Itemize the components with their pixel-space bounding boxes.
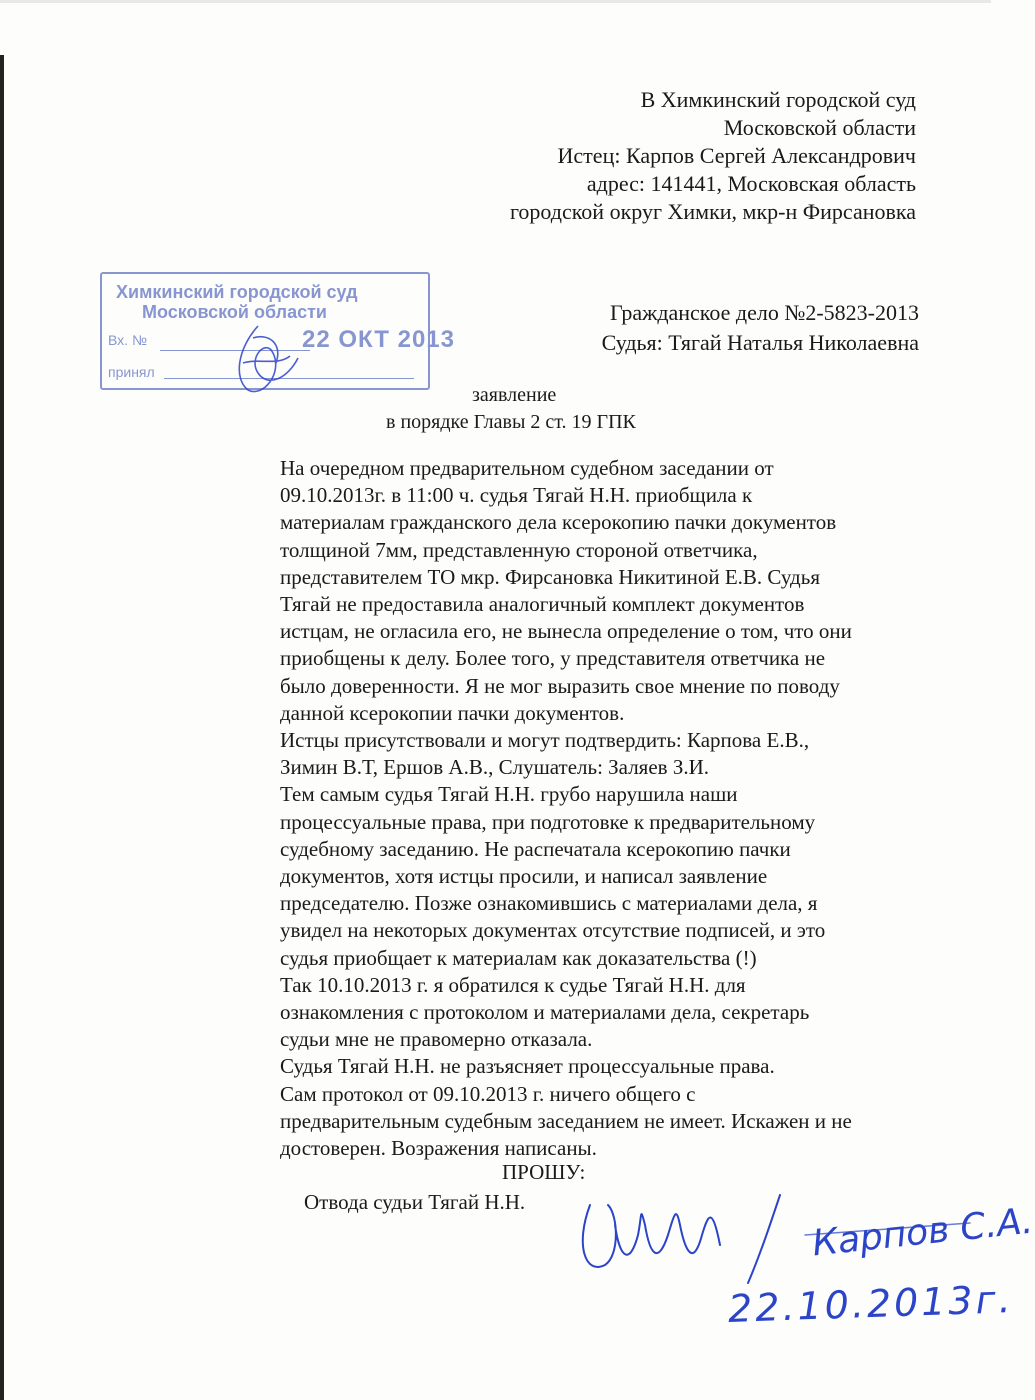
stamp-court-name: Химкинский городской суд — [116, 282, 358, 302]
body-line: Тягай не предоставила аналогичный комплект документов — [280, 592, 805, 617]
addressee-block — [396, 86, 916, 226]
body-line: Зимин В.Т, Ершов А.В., Слушатель: Заляев З.И. — [280, 755, 710, 780]
request-heading: ПРОШУ: — [502, 1160, 586, 1184]
document-title: заявление — [472, 384, 557, 406]
signature-date: 22.10.2013г. — [727, 1277, 1015, 1331]
body-line: приобщены к делу. Более того, у представителя ответчика не — [280, 646, 826, 671]
handwritten-signature — [570, 1165, 970, 1365]
addressee-region: Московской области — [723, 115, 916, 140]
stamp-initials-signature — [228, 318, 308, 398]
body-line: было доверенности. Я не мог выразить свое мнение по поводу — [280, 673, 840, 698]
body-line: достоверен. Возражения написаны. — [280, 1136, 597, 1161]
plaintiff-address-2: городской округ Химки, мкр-н Фирсановка — [509, 199, 916, 224]
body-line: Тем самым судья Тягай Н.Н. грубо нарушила наши — [280, 782, 738, 807]
body-line: процессуальные права, при подготовке к предварительному — [280, 809, 816, 834]
plaintiff-address-1: адрес: 141441, Московская область — [586, 171, 916, 196]
body-line: Сам протокол от 09.10.2013 г. ничего общего с — [280, 1081, 696, 1106]
scan-edge-top — [0, 0, 991, 3]
body-line: ознакомления с протоколом и материалами дела, секретарь — [280, 1000, 810, 1025]
scan-edge-left — [0, 55, 4, 1400]
body-line: увидел на некоторых документах отсутствие подписей, и это — [280, 918, 826, 943]
body-line: толщиной 7мм, представленную стороной ответчика, — [280, 537, 758, 562]
document-subtitle: в порядке Главы 2 ст. 19 ГПК — [386, 411, 636, 433]
body-line: истцам, не огласила его, не вынесла определение о том, что они — [280, 619, 852, 644]
body-line: судебному заседанию. Не распечатала ксерокопию пачки — [280, 836, 791, 861]
stamp-incoming-label: Вх. № — [108, 332, 147, 348]
body-line: документов, хотя истцы просили, и написал заявление — [280, 864, 768, 889]
body-line: Истцы присутствовали и могут подтвердить: Карпова Е.В., — [280, 728, 810, 753]
body-line: материалам гражданского дела ксерокопию пачки документов — [280, 510, 837, 535]
signature-name: Карпов С.А. — [810, 1200, 1035, 1265]
statement-body — [280, 455, 940, 1162]
stamp-court-region: Московской области — [142, 302, 327, 322]
body-line: предварительным судебным заседанием не имеет. Искажен и не — [280, 1108, 852, 1133]
body-line: представителем ТО мкр. Фирсановка Никитиной Е.В. Судья — [280, 564, 820, 589]
body-line: судья приобщает к материалам как доказательства (!) — [280, 945, 757, 970]
stamp-received-label: принял — [108, 364, 155, 380]
addressee-court: В Химкинский городской суд — [640, 87, 916, 112]
body-line: На очередном предварительном судебном заседании от — [280, 456, 774, 480]
case-info — [499, 298, 919, 358]
stamp-date: 22 ОКТ 2013 — [302, 326, 455, 353]
body-line: Судья Тягай Н.Н. не разъясняет процессуальные права. — [280, 1054, 775, 1079]
plaintiff-name: Истец: Карпов Сергей Александрович — [557, 143, 916, 168]
body-line: данной ксерокопии пачки документов. — [280, 700, 625, 725]
request-text: Отвода судьи Тягай Н.Н. — [304, 1190, 526, 1214]
body-line: 09.10.2013г. в 11:00 ч. судья Тягай Н.Н. приобщила к — [280, 483, 753, 508]
case-judge: Судья: Тягай Наталья Николаевна — [601, 330, 919, 355]
case-number: Гражданское дело №2-5823-2013 — [610, 300, 919, 325]
body-line: председателю. Позже ознакомившись с материалами дела, я — [280, 891, 818, 916]
body-line: Так 10.10.2013 г. я обратился к судье Тягай Н.Н. для — [280, 972, 746, 997]
body-line: судьи мне не правомерно отказала. — [280, 1027, 593, 1052]
